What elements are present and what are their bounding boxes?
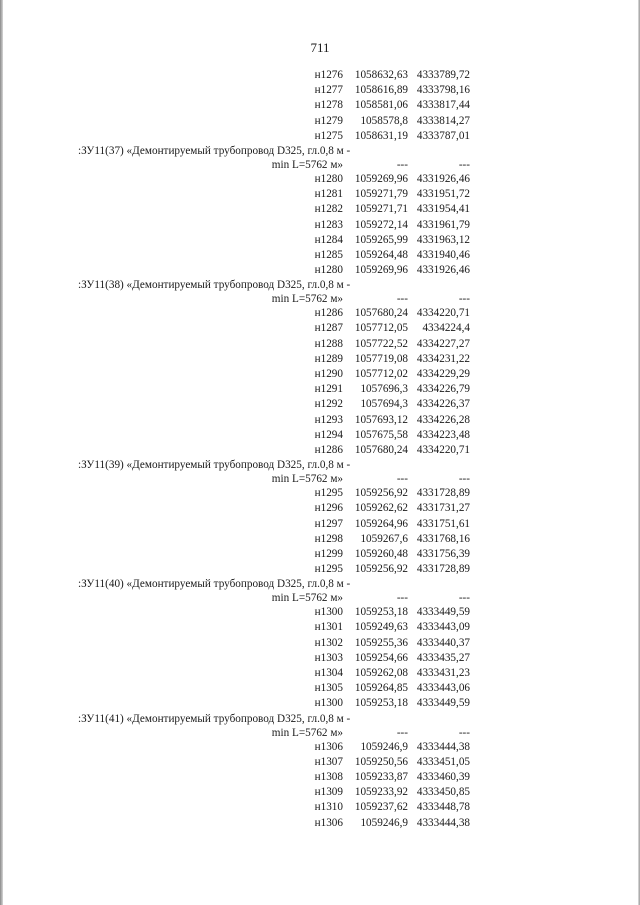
point-id: н1294 — [314, 428, 343, 441]
coordinate-row — [0, 129, 640, 144]
coordinate-row — [0, 651, 640, 666]
x-coordinate: 1057675,58 — [354, 428, 408, 441]
x-coordinate: 1059233,92 — [354, 786, 408, 799]
parcel-header-tail: min L=5762 м» — [271, 473, 343, 486]
x-coordinate: 1058581,06 — [354, 99, 408, 112]
point-id: н1307 — [314, 755, 343, 768]
point-id: н1283 — [314, 218, 343, 231]
x-coordinate: 1059256,92 — [354, 563, 408, 576]
coordinate-row — [0, 233, 640, 248]
y-coordinate: 4334226,37 — [416, 398, 470, 411]
parcel-header-continuation — [0, 472, 640, 486]
point-id: н1292 — [314, 398, 343, 411]
y-coordinate: 4331951,72 — [416, 188, 470, 201]
point-id: н1298 — [314, 532, 343, 545]
coordinate-row — [0, 755, 640, 770]
y-coordinate: 4333449,59 — [416, 697, 470, 710]
coordinate-row — [0, 785, 640, 800]
y-coordinate: 4334220,71 — [416, 443, 470, 456]
x-coordinate: 1057680,24 — [354, 307, 408, 320]
coordinate-row — [0, 428, 640, 443]
point-id: н1293 — [314, 413, 343, 426]
x-coordinate: 1059256,92 — [354, 487, 408, 500]
y-coordinate: 4331963,12 — [416, 233, 470, 246]
coordinate-row — [0, 517, 640, 532]
point-id: н1284 — [314, 233, 343, 246]
x-coordinate: 1057722,52 — [354, 337, 408, 350]
coordinate-row — [0, 321, 640, 336]
coordinate-row — [0, 98, 640, 113]
point-id: н1303 — [314, 651, 343, 664]
y-coordinate: 4331926,46 — [416, 264, 470, 277]
y-coordinate: 4333789,72 — [416, 69, 470, 81]
coordinate-listing — [0, 68, 640, 831]
x-coordinate: 1059250,56 — [354, 755, 408, 768]
coordinate-row — [0, 636, 640, 651]
point-id: н1280 — [314, 172, 343, 185]
parcel-header-continuation — [0, 591, 640, 605]
x-coordinate: 1059246,9 — [360, 816, 408, 829]
y-coordinate: 4331940,46 — [416, 248, 470, 261]
point-id: н1296 — [314, 502, 343, 515]
x-coordinate: 1057693,12 — [354, 413, 408, 426]
y-coordinate: 4331768,16 — [416, 532, 470, 545]
x-coordinate: 1059233,87 — [354, 770, 408, 783]
point-id: н1288 — [314, 337, 343, 350]
parcel-header: :ЗУ11(39) «Демонтируемый трубопровод D325, гл.0,8 м - — [78, 459, 351, 472]
y-dash: --- — [458, 158, 470, 171]
x-coordinate: 1057719,08 — [354, 352, 408, 365]
coordinate-row — [0, 532, 640, 547]
coordinate-row — [0, 770, 640, 785]
point-id: н1300 — [314, 697, 343, 710]
point-id: н1290 — [314, 368, 343, 380]
parcel-header-continuation — [0, 292, 640, 306]
y-dash: --- — [458, 726, 470, 739]
point-id: н1287 — [314, 322, 343, 335]
coordinate-row — [0, 547, 640, 562]
y-coordinate: 4334226,79 — [416, 383, 470, 396]
coordinate-row — [0, 68, 640, 83]
point-id: н1286 — [314, 443, 343, 456]
parcel-header-tail: min L=5762 м» — [271, 158, 343, 171]
point-id: н1277 — [314, 84, 343, 97]
coordinate-row — [0, 248, 640, 263]
x-coordinate: 1059272,14 — [354, 218, 408, 231]
parcel-section — [0, 144, 640, 278]
y-dash: --- — [458, 293, 470, 306]
point-id: н1304 — [314, 667, 343, 679]
coordinate-row — [0, 501, 640, 516]
coordinate-row — [0, 413, 640, 428]
point-id: н1300 — [314, 606, 343, 619]
point-id: н1282 — [314, 203, 343, 216]
y-coordinate: 4334220,71 — [416, 307, 470, 320]
parcel-header: :ЗУ11(41) «Демонтируемый трубопровод D325, гл.0,8 м - — [78, 712, 351, 725]
y-coordinate: 4333448,78 — [416, 801, 470, 814]
coordinate-row — [0, 397, 640, 412]
coordinate-row — [0, 352, 640, 367]
x-coordinate: 1059253,18 — [354, 697, 408, 710]
coordinate-row — [0, 681, 640, 696]
x-coordinate: 1059249,63 — [354, 621, 408, 634]
x-coordinate: 1059264,85 — [354, 682, 408, 695]
x-dash: --- — [396, 473, 408, 486]
y-coordinate: 4334226,28 — [416, 413, 470, 426]
point-id: н1301 — [314, 621, 343, 634]
coordinate-row — [0, 486, 640, 501]
y-coordinate: 4331954,41 — [416, 203, 470, 216]
x-coordinate: 1057680,24 — [354, 443, 408, 456]
y-coordinate: 4334224,4 — [422, 322, 470, 335]
coordinate-row — [0, 816, 640, 831]
coordinate-row — [0, 800, 640, 815]
x-dash: --- — [396, 158, 408, 171]
coordinate-row — [0, 620, 640, 635]
x-coordinate: 1059264,96 — [354, 517, 408, 530]
point-id: н1289 — [314, 352, 343, 365]
parcel-header: :ЗУ11(38) «Демонтируемый трубопровод D325, гл.0,8 м - — [78, 279, 351, 292]
y-coordinate: 4333798,16 — [416, 84, 470, 97]
x-coordinate: 1059264,48 — [354, 248, 408, 261]
x-coordinate: 1059253,18 — [354, 606, 408, 619]
point-id: н1306 — [314, 740, 343, 753]
parcel-header: :ЗУ11(37) «Демонтируемый трубопровод D325, гл.0,8 м - — [78, 144, 351, 157]
point-id: н1297 — [314, 517, 343, 530]
point-id: н1295 — [314, 563, 343, 576]
x-coordinate: 1058631,19 — [354, 129, 408, 142]
coordinate-row — [0, 218, 640, 233]
coordinate-row — [0, 367, 640, 382]
page-number: 711 — [310, 40, 330, 55]
point-id: н1286 — [314, 307, 343, 320]
coordinate-row — [0, 696, 640, 711]
x-coordinate: 1059269,96 — [354, 172, 408, 185]
coordinate-row — [0, 443, 640, 458]
parcel-section — [0, 278, 640, 458]
point-id: н1306 — [314, 816, 343, 829]
point-id: н1309 — [314, 786, 343, 799]
coordinate-row — [0, 740, 640, 755]
point-id: н1295 — [314, 487, 343, 500]
y-coordinate: 4334231,22 — [416, 352, 470, 365]
point-id: н1299 — [314, 547, 343, 560]
x-coordinate: 1057694,3 — [360, 398, 408, 411]
x-coordinate: 1057712,05 — [354, 322, 408, 335]
y-coordinate: 4333435,27 — [416, 651, 470, 664]
parcel-header-continuation — [0, 726, 640, 740]
point-id: н1275 — [314, 129, 343, 142]
y-coordinate: 4331756,39 — [416, 547, 470, 560]
y-coordinate: 4333443,09 — [416, 621, 470, 634]
y-coordinate: 4331731,27 — [416, 502, 470, 515]
parcel-section — [0, 458, 640, 577]
x-coordinate: 1059269,96 — [354, 264, 408, 277]
x-coordinate: 1059271,79 — [354, 188, 408, 201]
x-coordinate: 1058578,8 — [360, 114, 408, 127]
y-coordinate: 4333444,38 — [416, 740, 470, 753]
x-coordinate: 1059260,48 — [354, 547, 408, 560]
parcel-header: :ЗУ11(40) «Демонтируемый трубопровод D325, гл.0,8 м - — [78, 578, 351, 591]
coordinate-row — [0, 83, 640, 98]
point-id: н1302 — [314, 636, 343, 649]
coordinate-row — [0, 172, 640, 187]
y-coordinate: 4333787,01 — [416, 129, 470, 142]
x-coordinate: 1059254,66 — [354, 651, 408, 664]
parcel-header-tail: min L=5762 м» — [271, 293, 343, 306]
coordinate-row — [0, 562, 640, 577]
y-coordinate: 4331961,79 — [416, 218, 470, 231]
coordinate-row — [0, 114, 640, 129]
point-id: н1308 — [314, 770, 343, 783]
y-coordinate: 4333443,06 — [416, 682, 470, 695]
y-coordinate: 4333817,44 — [416, 99, 470, 112]
parcel-section — [0, 577, 640, 711]
y-dash: --- — [458, 473, 470, 486]
y-coordinate: 4334223,48 — [416, 428, 470, 441]
y-coordinate: 4333814,27 — [416, 114, 470, 127]
point-id: н1291 — [314, 383, 343, 396]
y-coordinate: 4333440,37 — [416, 636, 470, 649]
x-coordinate: 1057712,02 — [354, 368, 408, 380]
y-coordinate: 4331926,46 — [416, 172, 470, 185]
point-id: н1280 — [314, 264, 343, 277]
parcel-header-continuation — [0, 158, 640, 172]
coordinate-row — [0, 382, 640, 397]
x-coordinate: 1059271,71 — [354, 203, 408, 216]
parcel-section — [0, 712, 640, 831]
coordinate-row — [0, 337, 640, 352]
y-coordinate: 4331751,61 — [416, 517, 470, 530]
parcel-header-tail: min L=5762 м» — [271, 592, 343, 605]
y-coordinate: 4334229,29 — [416, 368, 470, 380]
point-id: н1285 — [314, 248, 343, 261]
point-id: н1278 — [314, 99, 343, 112]
y-coordinate: 4333449,59 — [416, 606, 470, 619]
x-coordinate: 1059246,9 — [360, 740, 408, 753]
coordinate-row — [0, 187, 640, 202]
y-coordinate: 4331728,89 — [416, 487, 470, 500]
y-coordinate: 4334227,27 — [416, 337, 470, 350]
x-coordinate: 1059265,99 — [354, 233, 408, 246]
point-id: н1276 — [314, 69, 343, 81]
x-coordinate: 1059262,08 — [354, 667, 408, 679]
point-id: н1310 — [314, 801, 343, 814]
coordinate-row — [0, 202, 640, 217]
x-dash: --- — [396, 592, 408, 605]
x-coordinate: 1059237,62 — [354, 801, 408, 814]
point-id: н1281 — [314, 188, 343, 201]
y-dash: --- — [458, 592, 470, 605]
parcel-section — [0, 68, 640, 144]
coordinate-row — [0, 605, 640, 620]
x-dash: --- — [396, 726, 408, 739]
y-coordinate: 4333450,85 — [416, 786, 470, 799]
y-coordinate: 4333451,05 — [416, 755, 470, 768]
y-coordinate: 4331728,89 — [416, 563, 470, 576]
x-dash: --- — [396, 293, 408, 306]
x-coordinate: 1059262,62 — [354, 502, 408, 515]
y-coordinate: 4333444,38 — [416, 816, 470, 829]
coordinate-row — [0, 306, 640, 321]
x-coordinate: 1059255,36 — [354, 636, 408, 649]
y-coordinate: 4333431,23 — [416, 667, 470, 679]
coordinate-row — [0, 666, 640, 681]
parcel-header-tail: min L=5762 м» — [271, 726, 343, 739]
x-coordinate: 1058616,89 — [354, 84, 408, 97]
x-coordinate: 1058632,63 — [354, 69, 408, 81]
point-id: н1279 — [314, 114, 343, 127]
x-coordinate: 1059267,6 — [360, 532, 408, 545]
y-coordinate: 4333460,39 — [416, 770, 470, 783]
x-coordinate: 1057696,3 — [360, 383, 408, 396]
coordinate-row — [0, 263, 640, 278]
point-id: н1305 — [314, 682, 343, 695]
